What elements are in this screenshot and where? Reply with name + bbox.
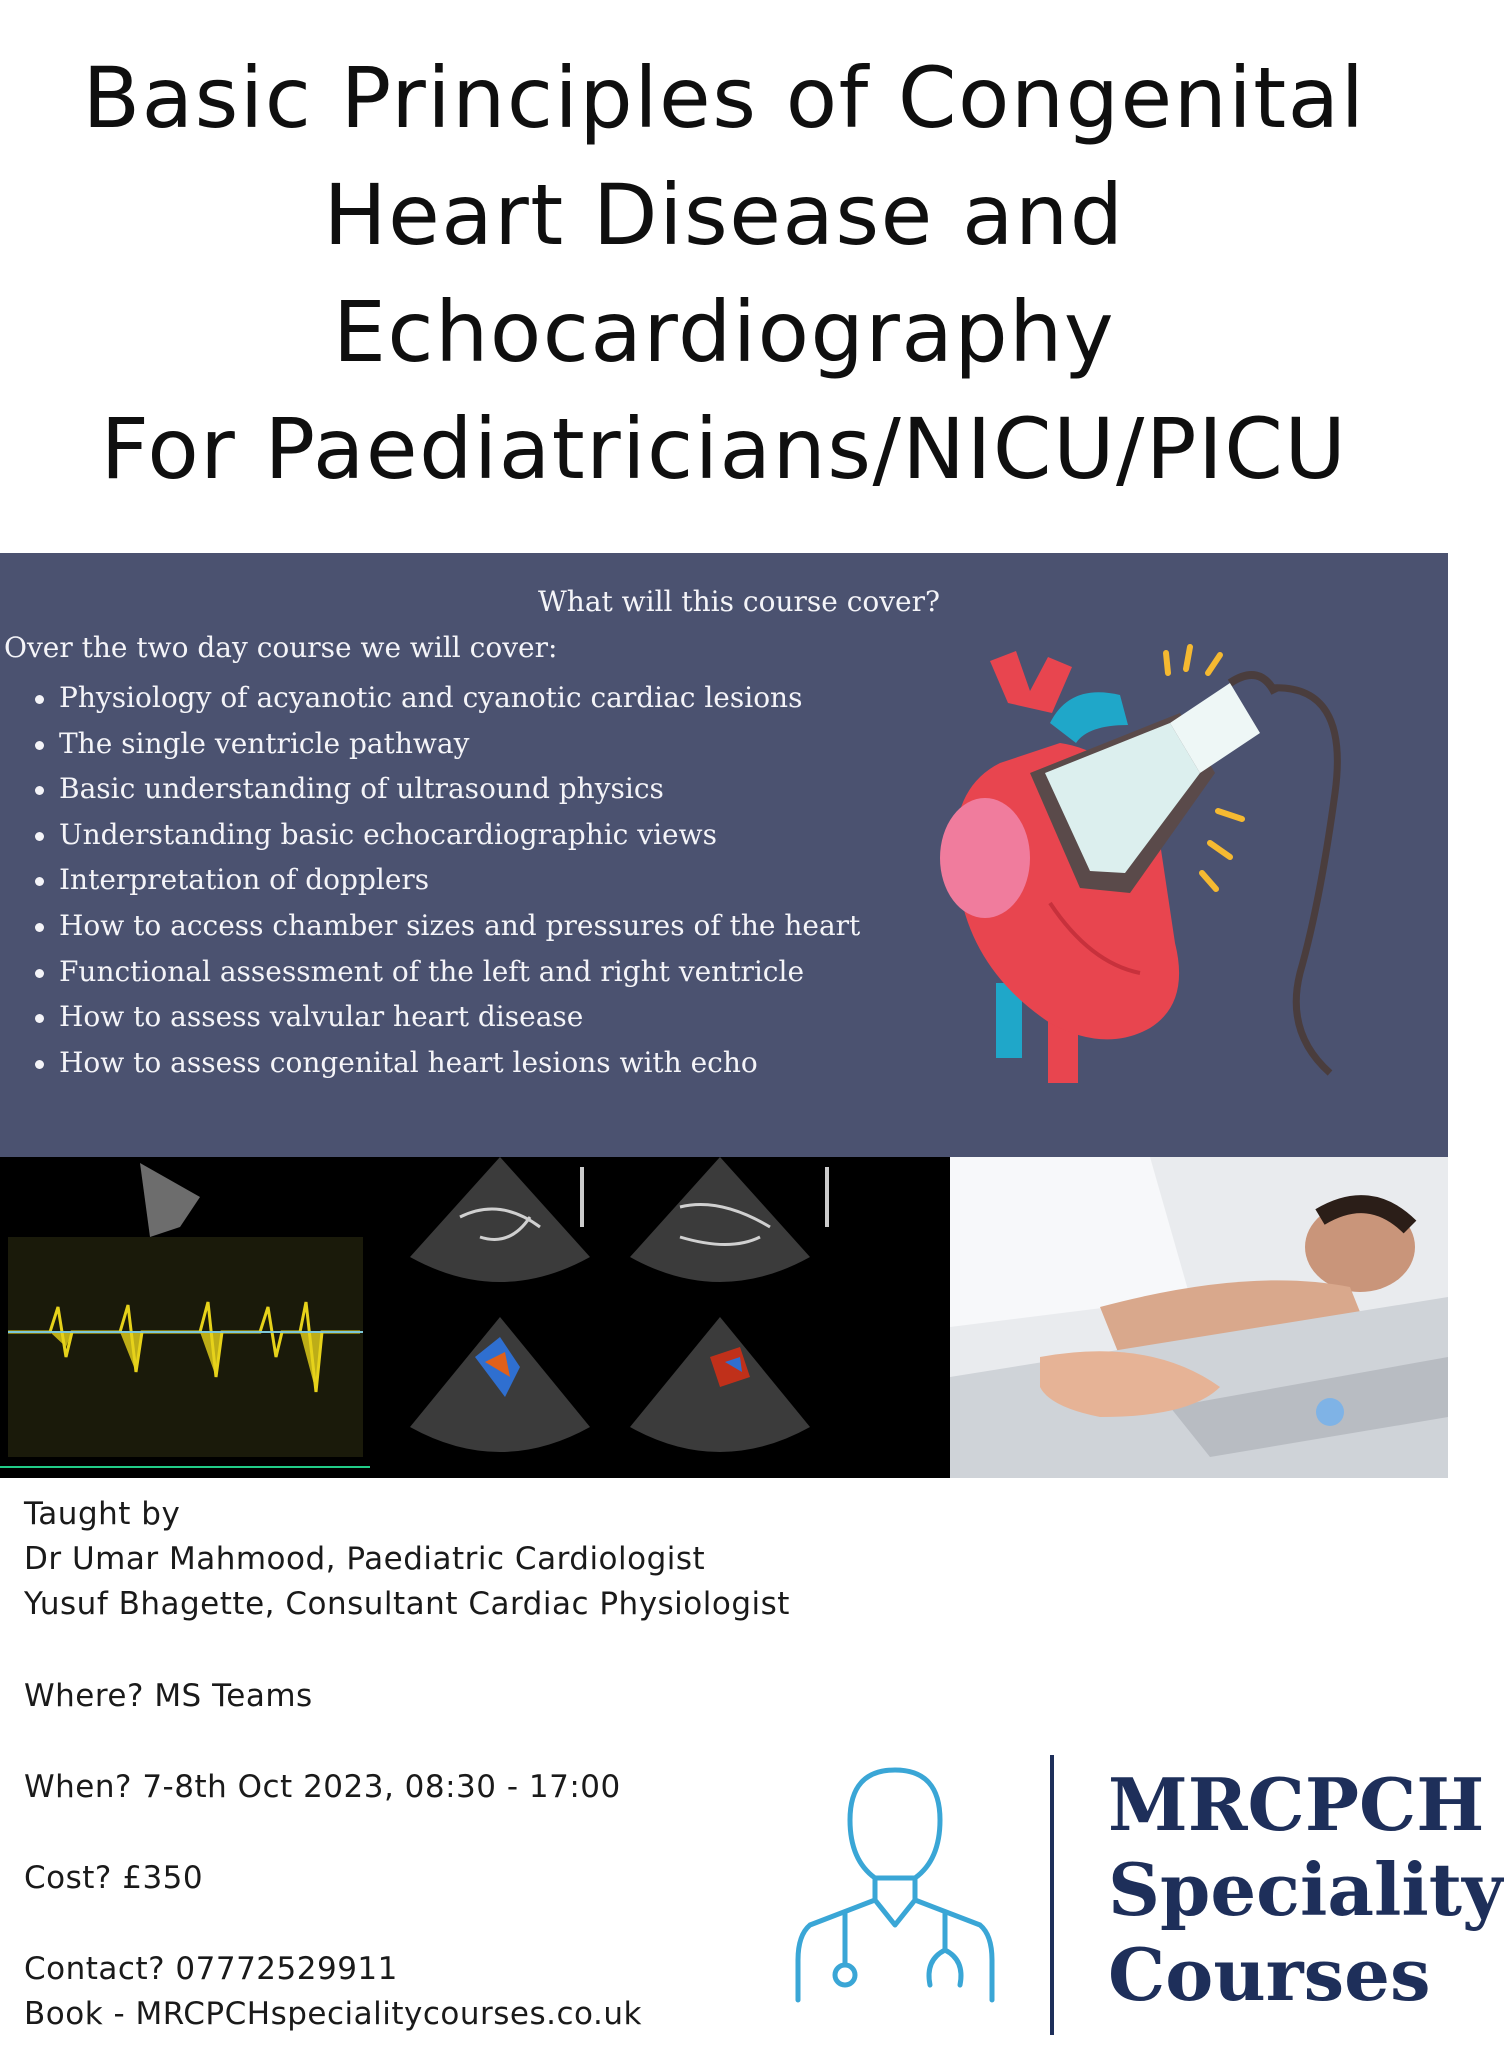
title-line-4: For Paediatricians/NICU/PICU — [100, 400, 1348, 498]
cover-intro: Over the two day course we will cover: — [4, 631, 558, 664]
echocardiogram-views-image — [380, 1157, 950, 1478]
logo-line-1: MRCPCH — [1108, 1762, 1485, 1847]
cost-info: Cost? £350 — [24, 1860, 204, 1896]
heart-ultrasound-probe-icon — [930, 643, 1370, 1123]
booking-link[interactable]: Book - MRCPCHspecialitycourses.co.uk — [24, 1996, 642, 2032]
image-strip — [0, 1157, 1448, 1478]
logo-line-2: Speciality — [1108, 1847, 1504, 1932]
topic-item: How to assess congenital heart lesions with echo — [0, 1040, 860, 1086]
topic-list — [0, 675, 860, 1085]
brand-logo — [1108, 1762, 1504, 2017]
where-info: Where? MS Teams — [24, 1678, 313, 1714]
logo-line-3: Courses — [1108, 1932, 1431, 2017]
cover-heading: What will this course cover? — [538, 585, 941, 618]
doppler-waveform-image — [0, 1157, 380, 1478]
when-info: When? 7-8th Oct 2023, 08:30 - 17:00 — [24, 1769, 621, 1805]
teacher-2: Yusuf Bhagette, Consultant Cardiac Physiologist — [24, 1586, 790, 1622]
topic-item: How to access chamber sizes and pressures of the heart — [0, 903, 860, 949]
poster-title — [0, 40, 1448, 508]
teacher-1: Dr Umar Mahmood, Paediatric Cardiologist — [24, 1541, 706, 1577]
topic-item: How to assess valvular heart disease — [0, 994, 860, 1040]
topic-item: Interpretation of dopplers — [0, 857, 860, 903]
topic-item: Basic understanding of ultrasound physics — [0, 766, 860, 812]
topic-item: Functional assessment of the left and right ventricle — [0, 949, 860, 995]
doctor-stethoscope-icon — [790, 1760, 1000, 2010]
title-line-2: Heart Disease and — [323, 166, 1125, 264]
topic-item: The single ventricle pathway — [0, 721, 860, 767]
taught-by-label: Taught by — [24, 1496, 181, 1532]
logo-divider — [1050, 1755, 1054, 2035]
course-cover-panel — [0, 553, 1448, 1157]
title-line-1: Basic Principles of Congenital — [82, 49, 1366, 147]
topic-item: Physiology of acyanotic and cyanotic cardiac lesions — [0, 675, 860, 721]
topic-item: Understanding basic echocardiographic views — [0, 812, 860, 858]
title-line-3: Echocardiography — [332, 283, 1116, 381]
patient-ultrasound-photo — [950, 1157, 1448, 1478]
contact-info: Contact? 07772529911 — [24, 1951, 398, 1987]
